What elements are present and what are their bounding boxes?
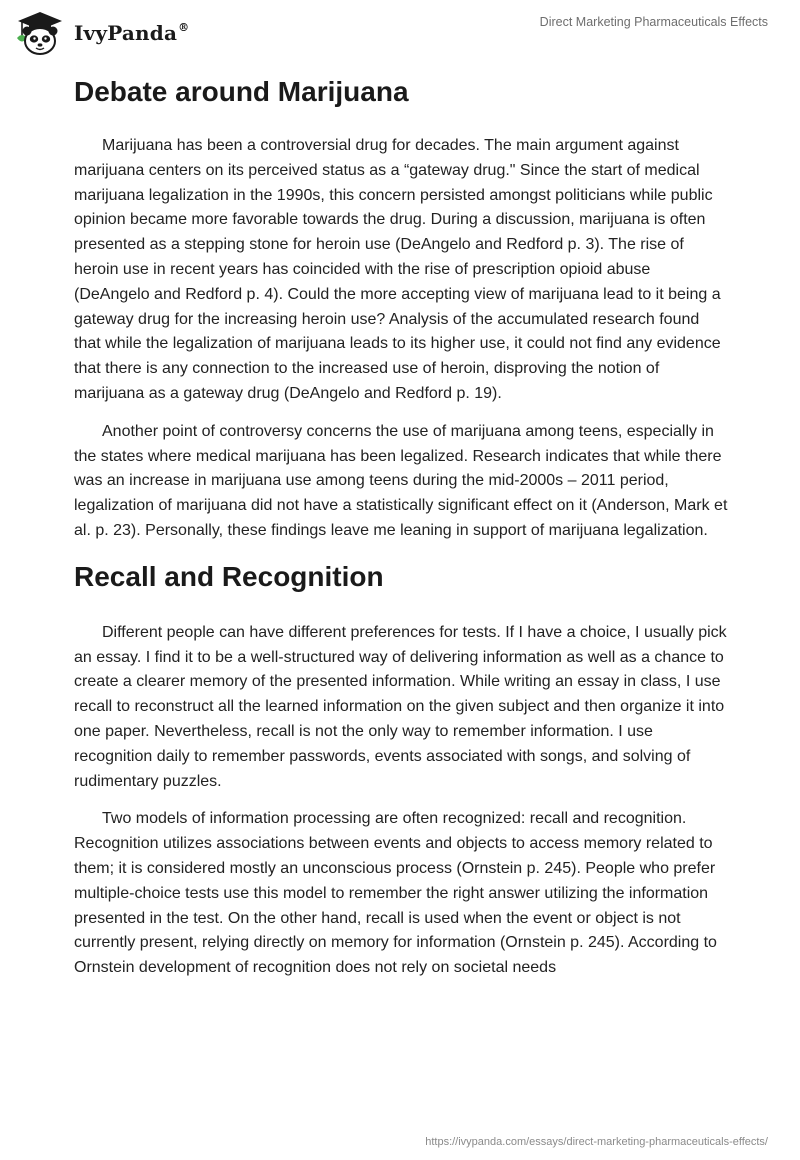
document-title: Direct Marketing Pharmaceuticals Effects: [539, 15, 768, 29]
source-url[interactable]: https://ivypanda.com/essays/direct-marketing-pharmaceuticals-effects/: [425, 1136, 768, 1148]
logo-wordmark: IvyPanda®: [74, 21, 190, 45]
ivypanda-logo[interactable]: [14, 10, 189, 56]
paragraph: Two models of information processing are often recognized: recall and recognition. Recognition utilizes associations between events and objects to access memory related to them; it is considered mostly an unconscious process (Ornstein p. 245). People who prefer multiple-choice tests use this model to remember the right answer utilizing the information presented in the test. On the other hand, recall is used when the event or object is not currently present, relying directly on memory for information (Ornstein p. 245). According to Ornstein development of recognition does not rely on societal needs: [74, 810, 717, 977]
panda-graduate-icon: [14, 10, 66, 56]
section-heading-recall: Recall and Recognition: [74, 560, 384, 592]
paragraph: Another point of controversy concerns the use of marijuana among teens, especially in the states where medical marijuana has been legalized. Research indicates that while there was an increase in marijuana use among teens during the mid-2000s – 2011 period, legalization of marijuana did not have a statistically significant effect on it (Anderson, Mark et al. p. 23). Personally, these findings leave me leaning in support of marijuana legalization.: [74, 422, 728, 539]
section-heading-marijuana: Debate around Marijuana: [74, 76, 409, 107]
paragraph: Marijuana has been a controversial drug for decades. The main argument against marijuana centers on its perceived status as a “gateway drug." Since the start of medical marijuana legalization in the 1990s, this concern persisted amongst politicians while public opinion became more favorable towards the drug. During a discussion, marijuana is often presented as a stepping stone for heroin use (DeAngelo and Redford p. 3). The rise of heroin use in recent years has coincided with the rise of prescription opioid abuse (DeAngelo and Redford p. 4). Could the more accepting view of marijuana lead to it being a gateway drug for the increasing heroin use? Analysis of the accumulated research found that while the legalization of marijuana leads to its higher use, it could not find any evidence that there is any connection to the increased use of heroin, disproving the notion of marijuana as a gateway drug (DeAngelo and Redford p. 19).: [74, 137, 721, 402]
essay-content: [74, 70, 730, 994]
page-header: [0, 0, 800, 66]
paragraph: Different people can have different preferences for tests. If I have a choice, I usually pick an essay. I find it to be a well-structured way of delivering information as well as a chance to create a clearer memory of the presented information. While writing an essay in class, I use recall to reconstruct all the learned information on the given subject and then organize it into one paper. Nevertheless, recall is not the only way to remember information. I use recognition daily to remember passwords, events associated with songs, and solving of rudimentary puzzles.: [74, 623, 727, 790]
